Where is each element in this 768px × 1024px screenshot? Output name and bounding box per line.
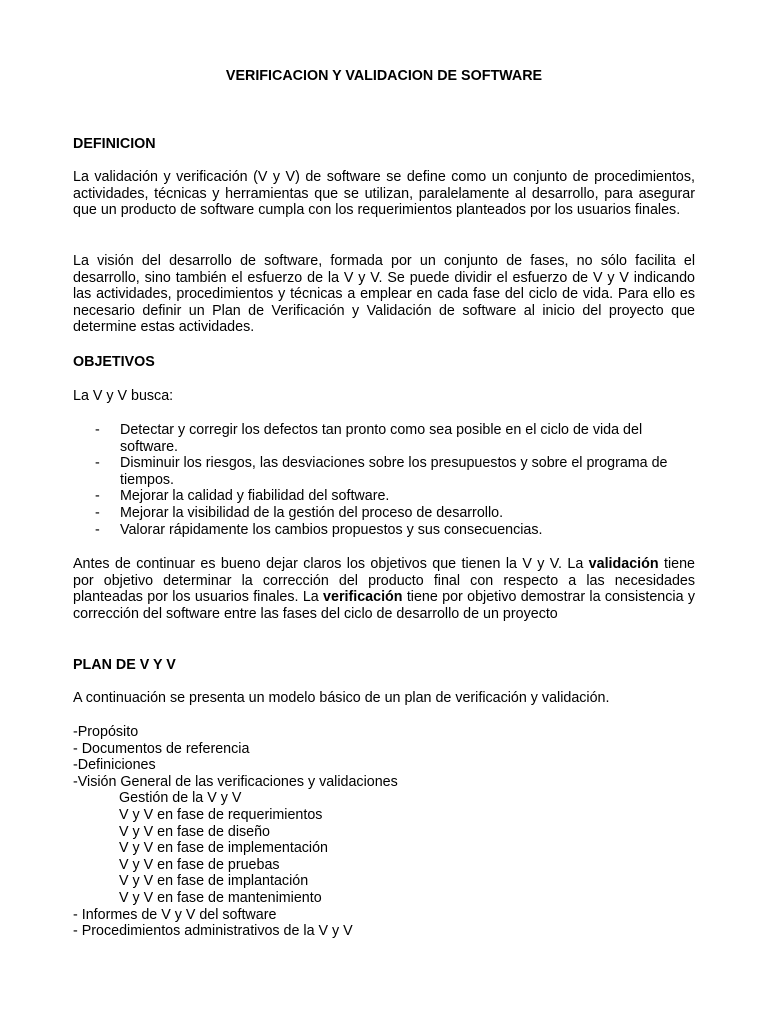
paragraph-objetivos [73, 556, 695, 622]
outline-item: - Documentos de referencia [73, 740, 250, 757]
objetivos-intro: La V y V busca: [73, 388, 174, 404]
heading-definicion: DEFINICION [73, 136, 156, 152]
list-item: - Disminuir los riesgos, las desviaciones sobre los presupuestos y sobre el programa de tiempos. [73, 455, 695, 488]
list-item: - Mejorar la calidad y fiabilidad del software. [73, 488, 695, 505]
outline-subitem: V y V en fase de requerimientos [119, 806, 323, 823]
outline-subitem: V y V en fase de implantación [119, 873, 309, 890]
outline-subitem: V y V en fase de diseño [119, 823, 271, 840]
document-title: VERIFICACION Y VALIDACION DE SOFTWARE [225, 68, 543, 84]
plan-outline [73, 724, 695, 940]
heading-plan: PLAN DE V Y V [73, 657, 176, 673]
objetivos-text-a: Antes de continuar es bueno dejar claros los objetivos que tienen la V y V. La [73, 556, 589, 572]
outline-item: -Visión General de las verificaciones y validaciones [73, 773, 398, 790]
plan-intro: A continuación se presenta un modelo básico de un plan de verificación y validación. [73, 690, 610, 706]
list-item: - Mejorar la visibilidad de la gestión del proceso de desarrollo. [73, 505, 695, 522]
outline-item: -Propósito [73, 724, 139, 740]
list-item: - Detectar y corregir los defectos tan pronto como sea posible en el ciclo de vida del software. [73, 422, 695, 455]
outline-item: - Informes de V y V del software [73, 906, 277, 923]
outline-item: - Procedimientos administrativos de la V y V [73, 923, 353, 940]
list-item: - Valorar rápidamente los cambios propuestos y sus consecuencias. [73, 522, 695, 539]
outline-item: -Definiciones [73, 757, 156, 774]
outline-subitem: V y V en fase de implementación [119, 840, 329, 857]
objetivos-text-c: tiene por objetivo demostrar la consistencia y corrección del software entre las fases del ciclo de desarrollo de un proyecto [73, 589, 695, 622]
paragraph-definicion-1: La validación y verificación (V y V) de software se define como un conjunto de procedimientos, actividades, técnicas y herramientas que se utilizan, paralelamente al desarrollo, para asegurar que un producto de software cumpla con los requerimientos planteados por los usuarios finales. [73, 169, 695, 219]
outline-subitem: V y V en fase de pruebas [119, 856, 280, 873]
outline-subitem: V y V en fase de mantenimiento [119, 889, 322, 906]
term-validacion: validación [588, 556, 659, 572]
objetivos-text-b: tiene por objetivo determinar la corrección del producto final con respecto a las necesidades planteadas por los usuarios finales. La [73, 556, 695, 606]
term-verificacion: verificación [323, 589, 403, 606]
heading-objetivos: OBJETIVOS [73, 354, 155, 370]
outline-subitem: Gestión de la V y V [119, 790, 242, 807]
objetivos-list [73, 422, 695, 538]
paragraph-definicion-2: La visión del desarrollo de software, formada por un conjunto de fases, no sólo facilita el desarrollo, sino también el esfuerzo de la V y V. Se puede dividir el esfuerzo de V y V indicando las actividades, procedimientos y técnicas a emplear en cada fase del ciclo de vida. Para ello es necesario definir un Plan de Verificación y Validación de software al inicio del proyecto que determine estas actividades. [73, 253, 695, 336]
